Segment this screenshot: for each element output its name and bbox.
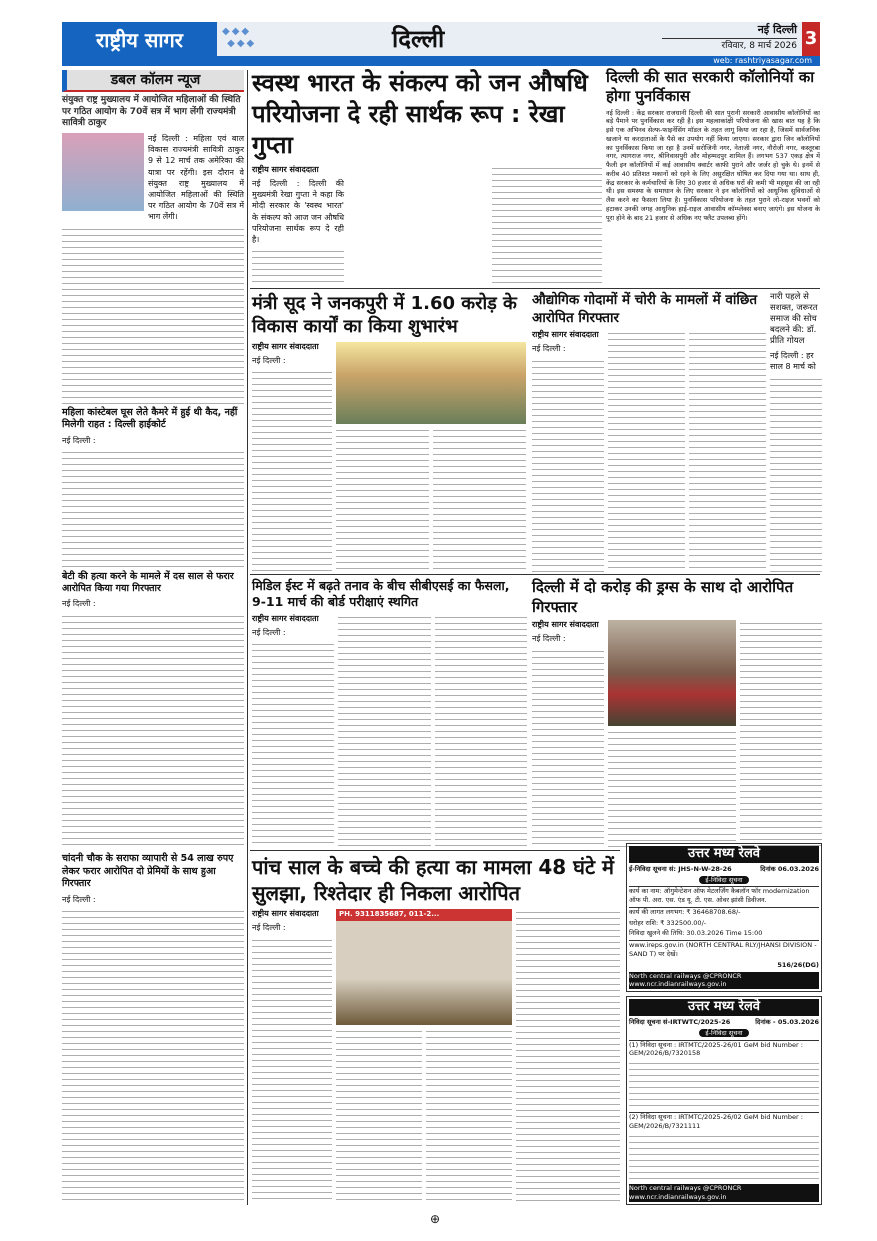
ad-date: दिनांक 06.03.2026 bbox=[760, 864, 819, 873]
left-lead-3: नई दिल्ली : bbox=[62, 599, 96, 609]
column-divider bbox=[247, 70, 248, 1205]
ad-date: दिनांक - 05.03.2026 bbox=[755, 1017, 819, 1026]
drugs-story bbox=[532, 578, 822, 848]
ad-body bbox=[629, 1060, 819, 1110]
ad-tag: ई-निविदा सूचना bbox=[699, 1029, 748, 1037]
dateline-city: नई दिल्ली bbox=[662, 22, 797, 39]
ad-footer: North central railways @CPRONCR www.ncr.indianrailways.gov.in bbox=[629, 972, 819, 990]
child-murder-body-2 bbox=[336, 1028, 422, 1204]
sood-body-2 bbox=[336, 427, 429, 572]
godown-byline: राष्ट्रीय सागर संवाददाता bbox=[532, 330, 599, 340]
cbse-byline: राष्ट्रीय सागर संवाददाता bbox=[252, 613, 319, 623]
row-divider bbox=[250, 850, 620, 851]
left-lead-1: नई दिल्ली : महिला एवं बाल विकास राज्यमंत्री सावित्री ठाकुर 9 से 12 मार्च तक अमेरिका की यात्रा पर रहेंगी। इस दौरान वे संयुक्त राष्ट्र मुख्यालय में आयोजित महिलाओं की स्थिति पर गठित आयोग के 70वें सत्र में भाग लेंगी। bbox=[148, 134, 244, 222]
row-divider bbox=[250, 574, 820, 575]
ad-cost: कार्य की लागत लगभग: ₹ 36468708.68/- bbox=[629, 907, 819, 917]
child-murder-lead: नई दिल्ली : bbox=[252, 923, 286, 933]
page-number: 3 bbox=[802, 22, 820, 56]
colonies-headline: दिल्ली की सात सरकारी कॉलोनियों का होगा पुनर्विकास bbox=[606, 68, 815, 105]
child-murder-body-3 bbox=[426, 1028, 512, 1204]
child-murder-headline: पांच साल के बच्चे की हत्या का मामला 48 घंटे में सुलझा, रिश्तेदार ही निकला आरोपित bbox=[252, 855, 614, 905]
registration-mark-icon: ⊕ bbox=[430, 1212, 441, 1226]
nari-story bbox=[770, 292, 822, 572]
brand-logo: राष्ट्रीय सागर bbox=[62, 22, 217, 56]
ad-work: कार्य का नाम: ऑगुमेन्टेशन ऑफ मेटलर्जिंग कैबलॉन फॉर modernization ऑफ पी. अरा. एस. एंड यू. टी. एस. ओवर झांसी डिवीजन. bbox=[629, 886, 819, 905]
drugs-body-2 bbox=[608, 729, 736, 848]
sood-byline: राष्ट्रीय सागर संवाददाता bbox=[252, 341, 319, 351]
ad-work: (1) निविदा सूचना : IRTMTC/2025-26/01 GeM bid Number : GEM/2026/B/7320158 bbox=[629, 1040, 819, 1059]
cbse-columns bbox=[252, 614, 527, 849]
left-lead-2: नई दिल्ली : bbox=[62, 435, 96, 445]
ad-cost: (2) निविदा सूचना : IRTMTC/2025-26/02 GeM bid Number : GEM/2026/B/7321111 bbox=[629, 1112, 819, 1131]
drugs-headline: दिल्ली में दो करोड़ की ड्रग्स के साथ दो आरोपित गिरफ्तार bbox=[532, 578, 794, 616]
railway-tender-ad-2 bbox=[626, 996, 822, 1205]
sood-lead: नई दिल्ली : bbox=[252, 356, 286, 366]
colonies-story bbox=[606, 68, 820, 286]
left-headline-1: संयुक्त राष्ट्र मुख्यालय में आयोजित महिलाओं की स्थिति पर गठित आयोग के 70वें सत्र में भाग लेंगी राज्यमंत्री सावित्री ठाकुर bbox=[62, 95, 241, 129]
cbse-lead: नई दिल्ली : bbox=[252, 627, 286, 637]
drugs-lead: नई दिल्ली : bbox=[532, 634, 566, 644]
dateline-date: रविवार, 8 मार्च 2026 bbox=[721, 41, 797, 51]
godown-columns bbox=[532, 330, 766, 572]
child-murder-body-4 bbox=[516, 909, 620, 1204]
child-murder-body-1 bbox=[252, 937, 332, 1204]
drugs-columns bbox=[532, 620, 822, 848]
ad-footer: North central railways @CPRONCR www.ncr.indianrailways.gov.in bbox=[629, 1184, 819, 1202]
nari-body bbox=[770, 376, 822, 572]
godown-story bbox=[532, 292, 766, 572]
child-murder-columns bbox=[252, 909, 620, 1204]
cbse-headline: मिडिल ईस्ट में बढ़ते तनाव के बीच सीबीएसई का फैसला, 9-11 मार्च की बोर्ड परीक्षाएं स्थगित bbox=[252, 578, 510, 610]
main-headline: स्वस्थ भारत के संकल्प को जन औषधि परियोजना दे रही सार्थक रूप : रेखा गुप्ता bbox=[252, 69, 588, 160]
sood-columns bbox=[252, 342, 526, 572]
ad-code: 516/26(DG) bbox=[777, 960, 819, 969]
godown-body-3 bbox=[689, 330, 766, 572]
ad-site[interactable]: www.ireps.gov.in (NORTH CENTRAL RLY/JHANSI DIVISION - SAND T) पर देखें। bbox=[629, 940, 819, 959]
left-headline-2: महिला कांस्टेबल घूस लेते कैमरे में हुई थी कैद, नहीं मिलेगी राहत : दिल्ली हाईकोर्ट bbox=[62, 406, 238, 431]
ad-notice-no: निविदा सूचना सं-IRTWTC/2025-26 bbox=[629, 1017, 731, 1026]
drugs-arrest-photo bbox=[608, 620, 736, 726]
ad-org: उत्तर मध्य रेलवे bbox=[629, 846, 819, 863]
ad-close: निविदा खुलने की तिथि: 30.03.2026 Time 15:00 bbox=[629, 929, 763, 938]
ad-emd: धरोहर राशि: ₹ 332500.00/- bbox=[629, 918, 707, 927]
ad-notice-no: ई-निविदा सूचना सं: JHS-N-W-28-26 bbox=[629, 864, 732, 873]
sood-story bbox=[252, 292, 526, 572]
railway-tender-ad-1 bbox=[626, 843, 822, 992]
double-column-news-title: डबल कॉलम न्यूज bbox=[62, 70, 244, 92]
left-story-1-top bbox=[62, 133, 244, 223]
left-column bbox=[62, 70, 244, 1205]
dateline bbox=[662, 22, 797, 53]
main-story-columns bbox=[252, 165, 602, 286]
main-byline: राष्ट्रीय सागर संवाददाता bbox=[252, 164, 319, 174]
ads-column bbox=[626, 843, 822, 1205]
main-lead: नई दिल्ली : दिल्ली की मुख्यमंत्री रेखा गुप्ता ने कहा कि मोदी सरकार के 'स्वस्थ भारत' के संकल्प को आज जन औषधि परियोजना सार्थक रूप दे रही है। bbox=[252, 178, 344, 244]
sood-event-photo bbox=[336, 342, 526, 424]
sood-body-3 bbox=[433, 427, 526, 572]
main-story bbox=[252, 68, 602, 286]
left-headline-3: बेटी की हत्या करने के मामले में दस साल से फरार आरोपित किया गया गिरफ्तार bbox=[62, 570, 234, 595]
section-title: दिल्ली bbox=[392, 25, 445, 53]
ad-org: उत्तर मध्य रेलवे bbox=[629, 999, 819, 1016]
cbse-body-2 bbox=[338, 614, 431, 849]
colonies-body: नई दिल्ली : केंद्र सरकार राजधानी दिल्ली की सात पुरानी सरकारी आवासीय कॉलोनियों का बड़े पैमाने पर पुनर्विकास कर रही है। इस महत्वाकांक्षी परियोजना की खास बात यह है कि इसे एक अभिनव सेल्फ-फाइनेंसिंग मॉडल के तहत लागू किया जा रहा है, जिसमें सार्वजनिक खजाने या करदाताओं के पैसे का उपयोग नहीं किया जाएगा। सरकार द्वारा जिन कॉलोनियों का पुनर्विकास किया जा रहा है उनमें सरोजिनी नगर, नेताजी नगर, नौरोजी नगर, कस्तूरबा नगर, त्यागराज नगर, श्रीनिवासपुरी और मोहम्मदपुर शामिल हैं। लगभग 537 एकड़ क्षेत्र में फैली इन कॉलोनियों में कई आवासीय क्वार्टर काफी पुराने और जर्जर हो चुके थे। इनमें से करीब 40 प्रतिशत मकानों को रहने के लिए असुरक्षित घोषित कर दिया गया था। साथ ही, केंद्र सरकार के कर्मचारियों के लिए 30 हजार से अधिक घरों की कमी भी महसूस की जा रही थी। इस समस्या के समाधान के लिए सरकार ने इन कॉलोनियों को आधुनिक सुविधाओं से लैस करने का फैसला लिया है। पुनर्विकास परियोजना के तहत पुराने लो-राइज भवनों को हटाकर उनकी जगह आधुनिक हाई-राइज आवासीय कॉम्प्लेक्स बनाए जाएंगे। इस योजना के पूरा होने के बाद 21 हजार से अधिक नए फ्लैट उपलब्ध होंगे। bbox=[606, 108, 820, 222]
nari-headline: नारी पहले से सशक्त, जरूरत समाज की सोच बदलने की: डॉ. प्रीति गोयल bbox=[770, 292, 818, 347]
left-body-4 bbox=[62, 908, 244, 1205]
left-body-3 bbox=[62, 613, 244, 851]
cbse-body-3 bbox=[435, 614, 528, 849]
sood-headline: मंत्री सूद ने जनकपुरी में 1.60 करोड़ के विकास कार्यों का किया शुभारंभ bbox=[252, 293, 517, 338]
decorative-dots-icon: ◆◆◆ ◆◆◆ bbox=[222, 26, 257, 49]
left-lead-4: नई दिल्ली : bbox=[62, 894, 96, 904]
main-body-left bbox=[252, 248, 344, 286]
nari-lead: नई दिल्ली : हर साल 8 मार्च को bbox=[770, 351, 816, 372]
website[interactable]: web: rashtriyasagar.com bbox=[62, 56, 820, 66]
main-body-right bbox=[492, 165, 602, 286]
cbse-body-1 bbox=[252, 641, 334, 848]
row-divider bbox=[250, 288, 820, 289]
ad-body bbox=[629, 1133, 819, 1183]
left-body-2 bbox=[62, 449, 244, 568]
godown-body-1 bbox=[532, 358, 604, 572]
left-body-1 bbox=[62, 226, 244, 404]
godown-lead: नई दिल्ली : bbox=[532, 344, 566, 354]
drugs-byline: राष्ट्रीय सागर संवाददाता bbox=[532, 620, 599, 629]
sood-body-1 bbox=[252, 369, 332, 572]
godown-body-2 bbox=[608, 330, 685, 572]
child-murder-story bbox=[252, 854, 620, 1204]
drugs-body-3 bbox=[740, 620, 822, 848]
cbse-story bbox=[252, 578, 527, 848]
godown-headline: औद्योगिक गोदामों में चोरी के मामलों में वांछित आरोपित गिरफ्तार bbox=[532, 292, 758, 326]
minister-photo bbox=[62, 133, 144, 211]
left-headline-4: चांदनी चौक के सराफा व्यापारी से 54 लाख रुपए लेकर फरार आरोपित दो प्रेमियों के साथ हुआ गिरफ्तार bbox=[62, 853, 234, 890]
ad-tag: ई-निविदा सूचना bbox=[699, 876, 748, 884]
photo-banner-text: PH. 9311835687, 011-2... bbox=[336, 909, 512, 921]
drugs-body-1 bbox=[532, 648, 604, 848]
child-murder-byline: राष्ट्रीय सागर संवाददाता bbox=[252, 909, 319, 918]
police-photo bbox=[336, 909, 512, 1025]
masthead bbox=[62, 22, 820, 66]
